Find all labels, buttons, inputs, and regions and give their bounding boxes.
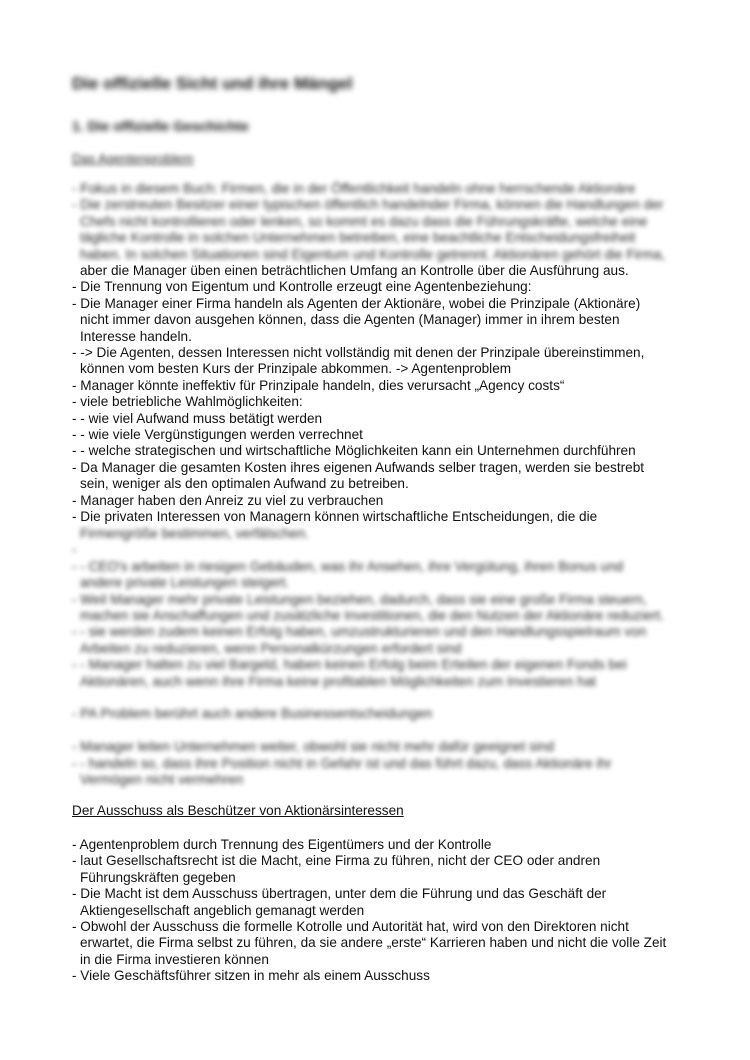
text-line: - Manager leiten Unternehmen weiter, obwohl sie nicht mehr dafür geeignet sind [72, 739, 555, 755]
text-line: - Die zerstreuten Besitzer einer typischen öffentlich handelnder Firma, können die Handlungen der [72, 197, 664, 213]
section-heading: 1. Die offizielle Geschichte [72, 118, 249, 134]
text-line: - Die privaten Interessen von Managern können wirtschaftliche Entscheidungen, die die [72, 509, 598, 525]
text-line: Aktiengesellschaft angeblich gemanagt werden [80, 902, 365, 918]
text-line: - - sie werden zudem keinen Erfolg haben, umzustrukturieren und den Handlungsspielraum von [72, 624, 647, 640]
text-line: - - welche strategischen und wirtschaftliche Möglichkeiten kann ein Unternehmen durchführen [72, 443, 636, 459]
text-line: - viele betriebliche Wahlmöglichkeiten: [72, 394, 303, 410]
blurred-paragraph-middle [72, 526, 692, 788]
text-line: - Weil Manager mehr private Leistungen beziehen, dadurch, dass sie eine große Firma steuern, [72, 591, 647, 607]
text-line: - Die Trennung von Eigentum und Kontrolle erzeugt eine Agentenbeziehung: [72, 279, 532, 295]
text-line: - Agentenproblem durch Trennung des Eigentümers und der Kontrolle [72, 837, 492, 852]
text-line: - Obwohl der Ausschuss die formelle Kotrolle und Autorität hat, wird von den Direktoren nicht [72, 919, 629, 935]
committee-paragraph [72, 837, 692, 985]
text-line: haben. In solchen Situationen sind Eigentum und Kontrolle getrennt. Aktionären gehört die Firma, [80, 246, 665, 262]
text-line: machen sie Anschaffungen und zusätzliche Investitionen, die den Nutzen der Aktionäre reduziert. [80, 608, 664, 624]
text-line: Firmengröße bestimmen, verfälschen. [80, 526, 309, 541]
text-line: - Manager haben den Anreiz zu viel zu verbrauchen [72, 492, 384, 508]
text-line: Chefs nicht kontrollieren oder lenken, so kommt es dazu dass die Führungskräfte, welche eine [80, 213, 648, 229]
text-line: - - CEO's arbeiten in riesigen Gebäuden, was ihr Ansehen, ihre Vergütung, ihren Bonus und [72, 558, 624, 574]
text-line: andere private Leistungen steigert. [80, 575, 290, 591]
text-line: Führungskräften gegeben [80, 869, 236, 885]
spacer [72, 690, 692, 706]
text-line: - - wie viel Aufwand muss betätigt werden [72, 410, 323, 426]
text-line: tägliche Kontrolle in solchen Unternehmen betreiben, eine beachtliche Entscheidungsfreiheit [80, 230, 636, 246]
text-line: - PA Problem berührt auch andere Businessentscheidungen [72, 706, 433, 722]
text-line: - - handeln so, dass ihre Position nicht in Gefahr ist und das führt dazu, dass Aktionäre ihr [72, 755, 612, 771]
text-line: - - Manager halten zu viel Bargeld, haben keinen Erfolg beim Erteilen der eigenen Fonds bei [72, 657, 627, 673]
text-line: aber die Manager üben einen beträchtlichen Umfang an Kontrolle über die Ausführung aus. [80, 263, 629, 278]
text-line: sein, weniger als den optimalen Aufwand zu betreiben. [80, 476, 409, 492]
text-line: - -> Die Agenten, dessen Interessen nicht vollständig mit denen der Prinzipale übereinstimmen, [72, 345, 645, 361]
text-line: Arbeiten zu reduzieren, wenn Personalkürzungen erfordert sind [80, 640, 462, 656]
text-line: Aktionären, auch wenn ihre Firma keine profitablen Möglichkeiten zum Investieren hat [80, 673, 597, 689]
clear-paragraph [72, 263, 692, 526]
subheading-committee: Der Ausschuss als Beschützer von Aktionärsinteressen [72, 803, 404, 818]
text-line: - [72, 542, 77, 558]
blurred-paragraph-top [72, 181, 692, 263]
text-line: - Fokus in diesem Buch: Firmen, die in der Öffentlichkeit handeln ohne herrschende Aktionäre [72, 181, 636, 196]
text-line: in die Firma investieren können [80, 951, 269, 967]
text-line: - Da Manager die gesamten Kosten ihres eigenen Aufwands selber tragen, werden sie bestrebt [72, 459, 645, 475]
page-title: Die offizielle Sicht und ihre Mängel [72, 74, 353, 93]
text-line: - - wie viele Vergünstigungen werden verrechnet [72, 427, 363, 443]
text-line: - Die Macht ist dem Ausschuss übertragen, unter dem die Führung und das Geschäft der [72, 886, 607, 902]
text-line: nicht immer davon ausgehen können, dass die Agenten (Manager) immer in ihrem besten [80, 312, 620, 328]
text-line: können vom besten Kurs der Prinzipale abkommen. -> Agentenproblem [80, 361, 512, 377]
text-line: - Viele Geschäftsführer sitzen in mehr als einem Ausschuss [72, 968, 430, 984]
text-line: erwartet, die Firma selbst zu führen, da sie andere „erste“ Karrieren haben und nicht die volle Zeit [80, 935, 667, 951]
spacer [72, 723, 692, 739]
text-line: - Manager könnte ineffektiv für Prinzipale handeln, dies verursacht „Agency costs“ [72, 377, 565, 393]
text-line: Interesse handeln. [80, 328, 192, 344]
text-line: - laut Gesellschaftsrecht ist die Macht, eine Firma zu führen, nicht der CEO oder andren [72, 853, 601, 869]
subheading-agent-problem: Das Agentenproblem [72, 151, 194, 166]
text-line: - Die Manager einer Firma handeln als Agenten der Aktionäre, wobei die Prinzipale (Aktionäre) [72, 295, 641, 311]
text-line: Vermögen nicht vermehren [80, 772, 244, 788]
